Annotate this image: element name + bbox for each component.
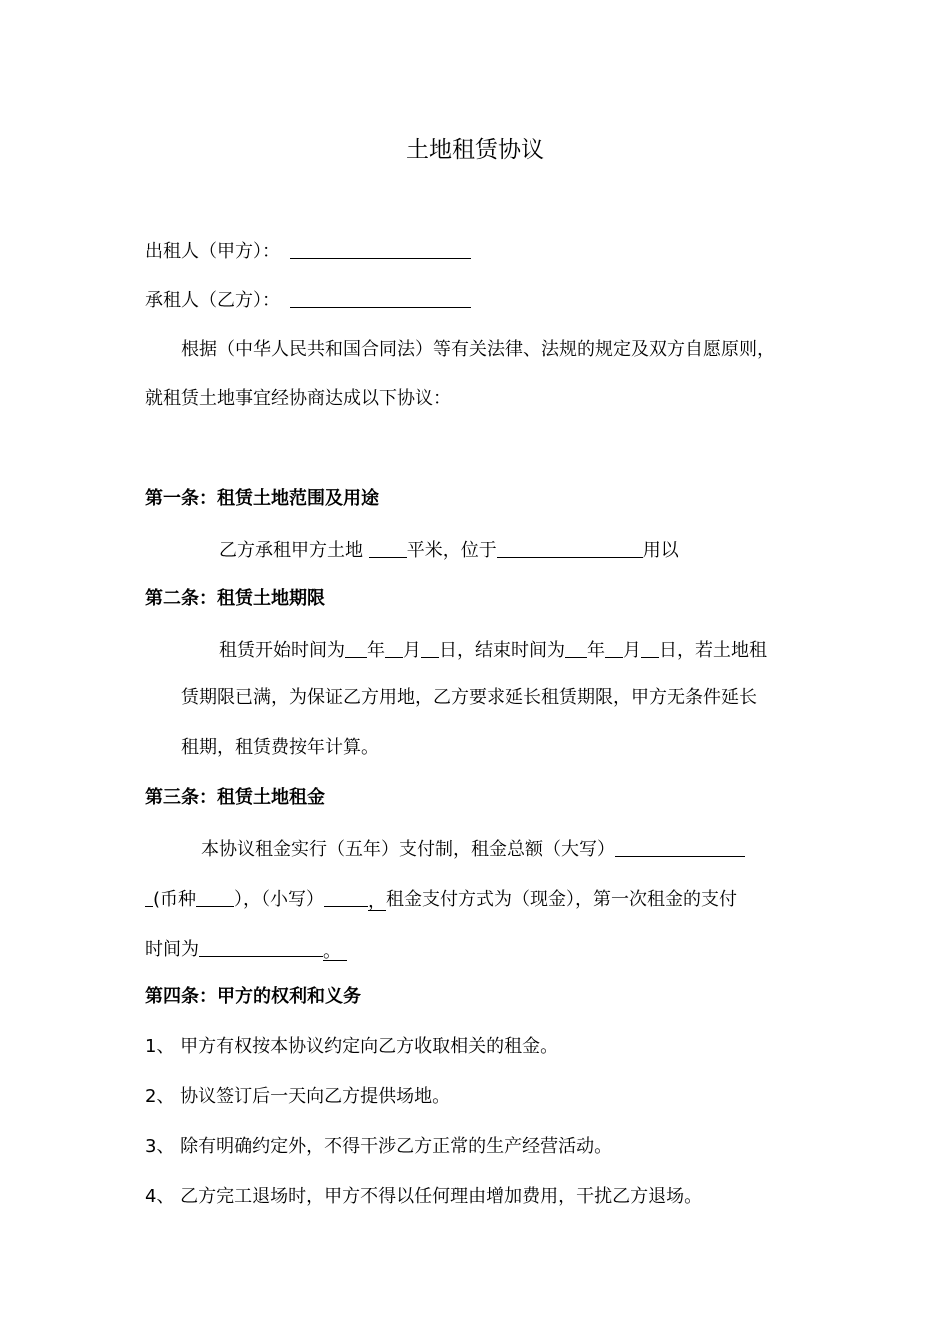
article3-heading: 第三条：租赁土地租金: [145, 787, 325, 808]
preamble-line1: 根据（中华人民共和国合同法）等有关法律、法规的规定及双方自愿原则，: [181, 339, 775, 360]
article1-text: [219, 537, 679, 563]
preamble-line2: 就租赁土地事宜经协商达成以下协议：: [145, 388, 451, 409]
location-blank[interactable]: [497, 537, 643, 558]
article3-text-part: 本协议租金实行（五年）支付制，租金总额（大写）: [201, 839, 615, 860]
lessee-line: [145, 287, 471, 313]
rent-total-capital-blank[interactable]: [615, 836, 745, 857]
article1-text-part: 用以: [642, 540, 679, 561]
lessee-label: 承租人（乙方）：: [145, 290, 280, 311]
end-year-blank[interactable]: [565, 637, 587, 658]
article3-line2: [145, 886, 737, 912]
lessor-line: [145, 238, 471, 264]
article4-item: 2、 协议签订后一天向乙方提供场地。: [145, 1086, 451, 1107]
article4-item: 1、 甲方有权按本协议约定向乙方收取相关的租金。: [145, 1036, 559, 1057]
currency-blank[interactable]: [196, 886, 234, 907]
article2-text-part: 租赁开始时间为: [219, 640, 345, 661]
lessee-blank[interactable]: [290, 287, 471, 308]
period-underlined: 。: [323, 940, 347, 961]
article2-line1: [219, 637, 767, 663]
start-year-blank[interactable]: [345, 637, 367, 658]
start-day-blank[interactable]: [421, 637, 439, 658]
article1-heading: 第一条：租赁土地范围及用途: [145, 488, 379, 509]
lessor-label: 出租人（甲方）：: [145, 241, 280, 262]
article3-text-part: 租金支付方式为（现金），第一次租金的支付: [386, 889, 738, 910]
article2-heading: 第二条：租赁土地期限: [145, 588, 325, 609]
article2-text-part: 年: [587, 640, 605, 661]
lessor-blank[interactable]: [290, 238, 471, 259]
document-title: 土地租赁协议: [406, 137, 544, 163]
article1-text-part: 乙方承租甲方土地: [219, 540, 369, 561]
article4-heading: 第四条：甲方的权利和义务: [145, 986, 361, 1007]
article2-text-part: 日，若土地租: [659, 640, 767, 661]
article2-line3: 租期，租赁费按年计算。: [181, 737, 379, 758]
first-payment-date-blank[interactable]: [199, 936, 323, 957]
article2-text-part: 月: [403, 640, 421, 661]
end-month-blank[interactable]: [605, 637, 623, 658]
article2-text-part: 月: [623, 640, 641, 661]
article3-text-part: 时间为: [145, 939, 199, 960]
article2-text-part: 年: [367, 640, 385, 661]
area-blank[interactable]: [369, 537, 407, 558]
article2-text-part: 日，结束时间为: [439, 640, 565, 661]
rent-total-number-blank[interactable]: [324, 886, 368, 907]
start-month-blank[interactable]: [385, 637, 403, 658]
article3-text-part: (币种: [153, 889, 197, 910]
article4-item: 4、 乙方完工退场时，甲方不得以任何理由增加费用，干扰乙方退场。: [145, 1186, 703, 1207]
end-day-blank[interactable]: [641, 637, 659, 658]
article3-text-part: ），（小写）: [234, 889, 325, 910]
article1-text-part: 平米，位于: [406, 540, 497, 561]
article2-line2: 赁期限已满，为保证乙方用地，乙方要求延长租赁期限，甲方无条件延长: [181, 687, 757, 708]
article3-line1: [201, 836, 745, 862]
rent-total-capital-blank-cont[interactable]: [145, 886, 153, 907]
article3-line3: [145, 936, 347, 962]
comma-underlined: ，: [368, 891, 387, 912]
article4-item: 3、 除有明确约定外，不得干涉乙方正常的生产经营活动。: [145, 1136, 613, 1157]
